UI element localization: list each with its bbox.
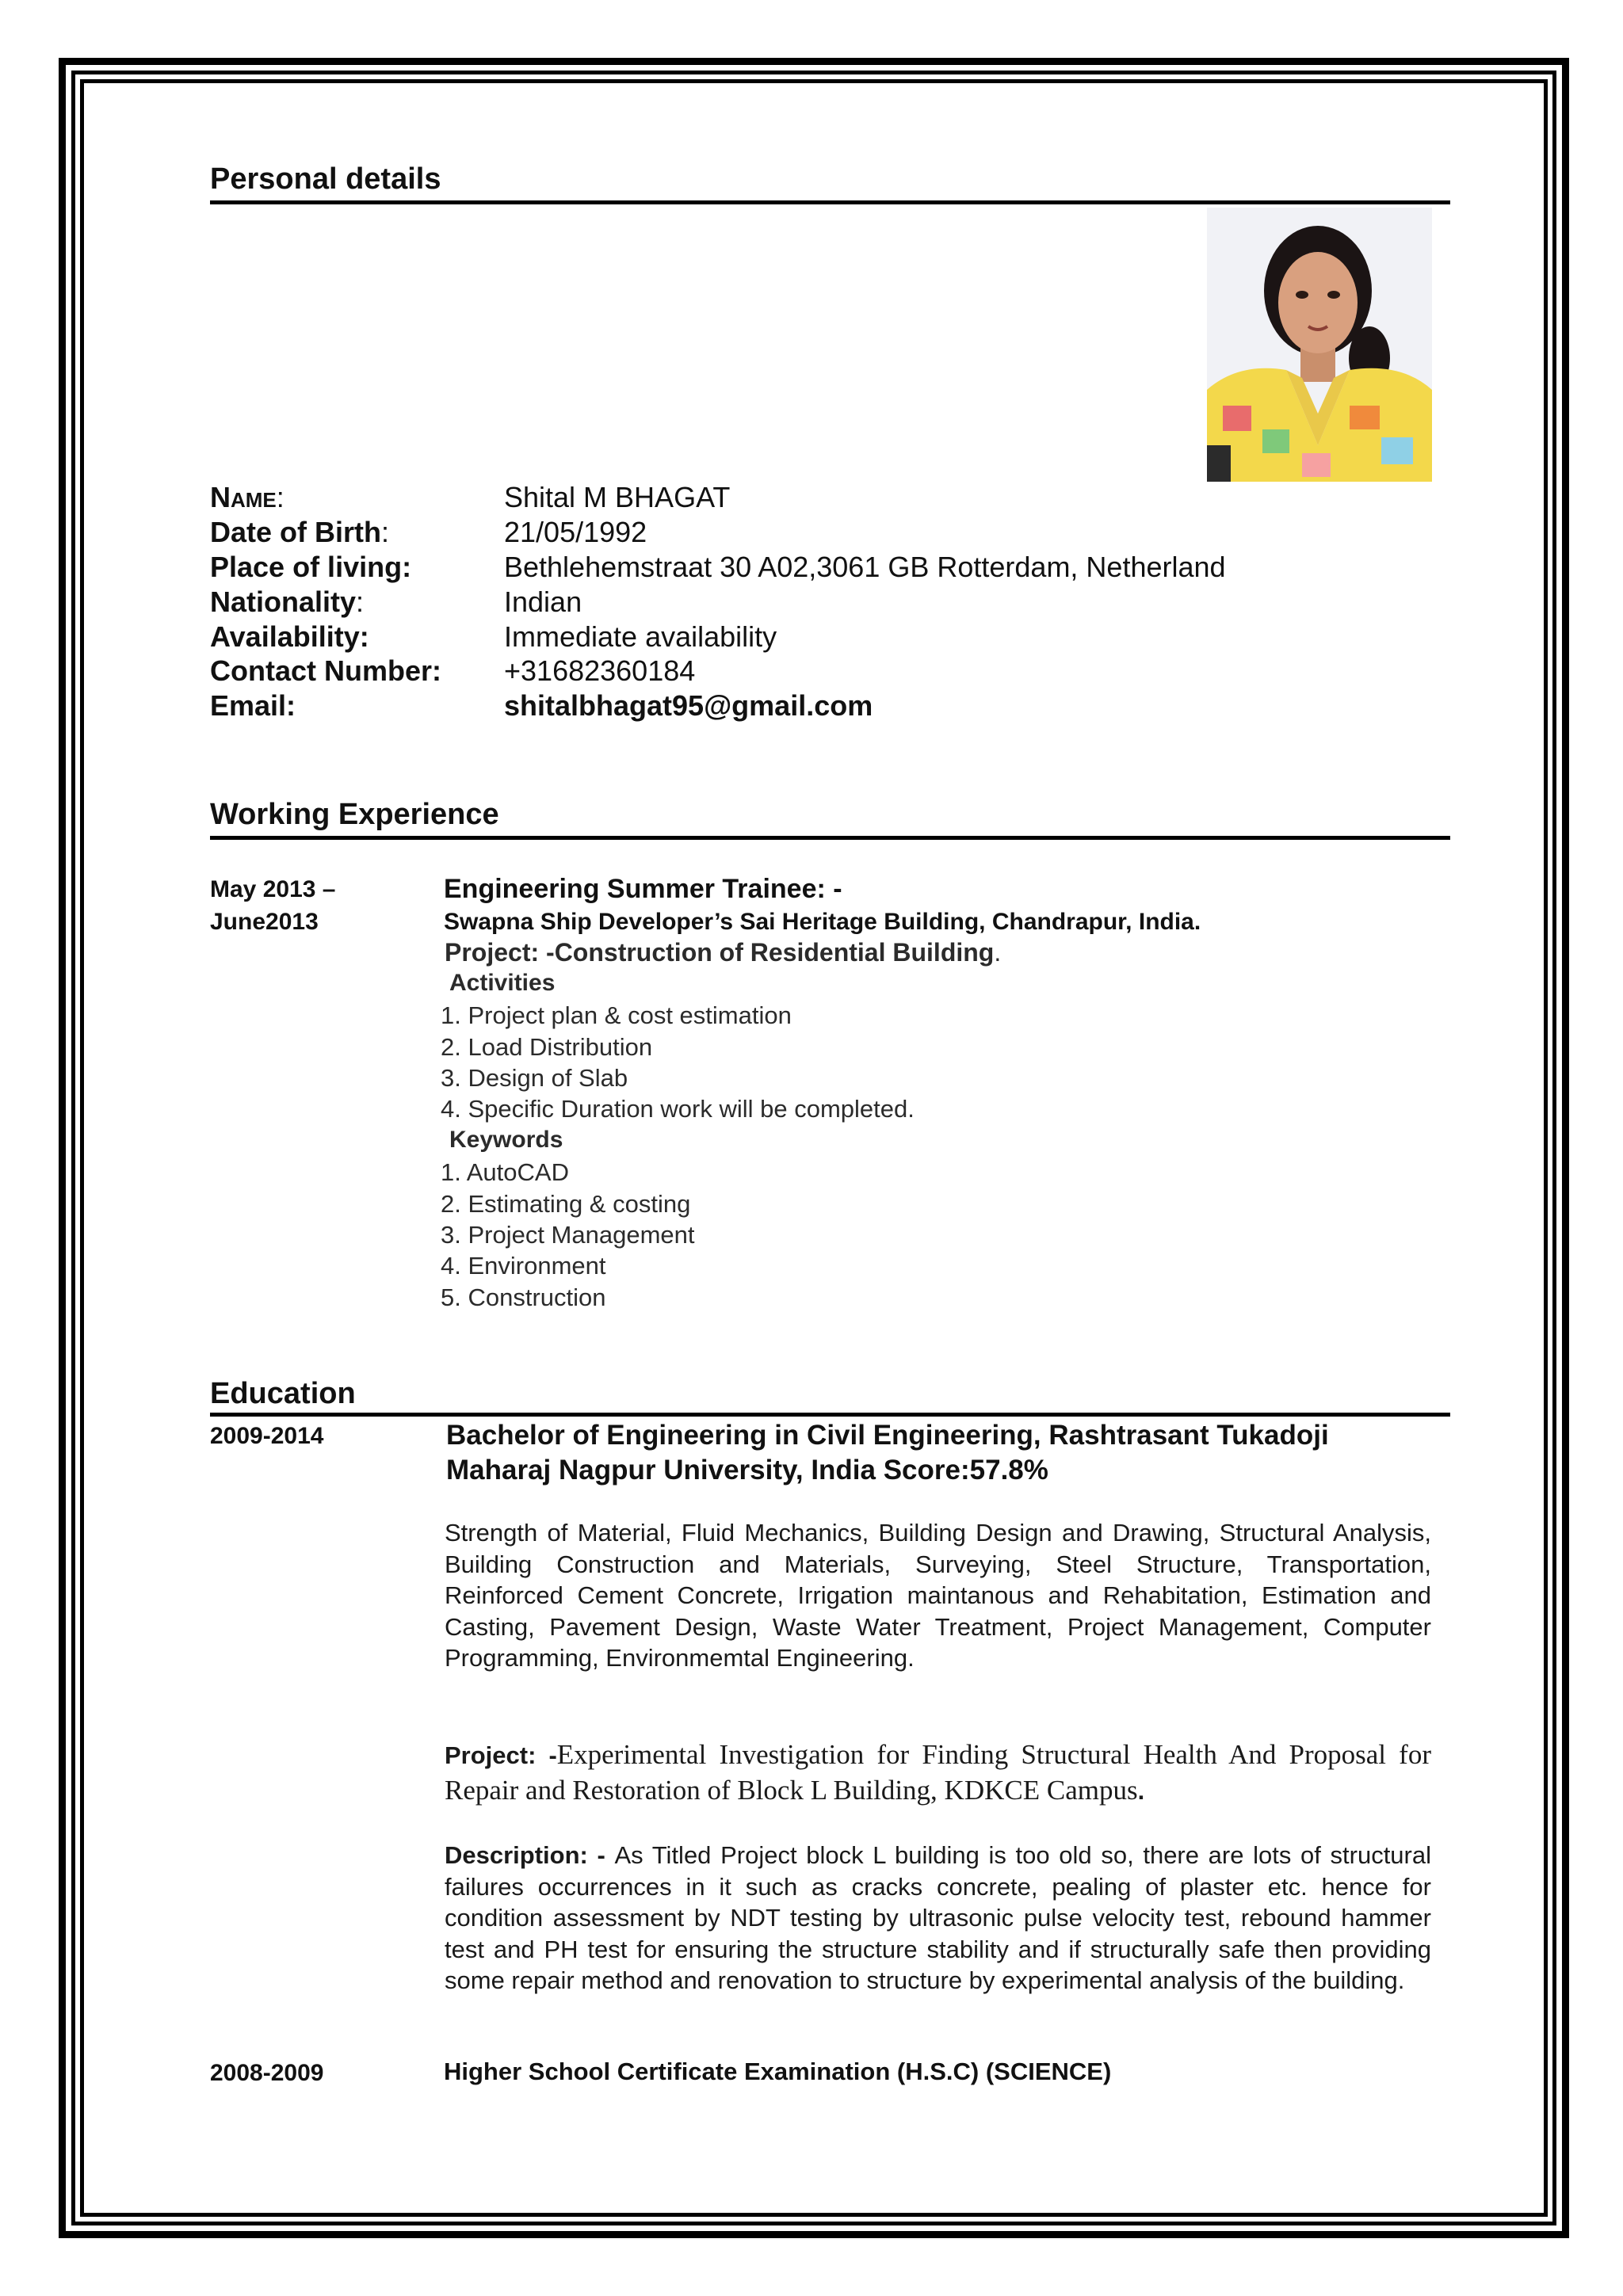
keyword-item: 5. Construction (441, 1283, 606, 1311)
experience-role: Engineering Summer Trainee: - (444, 874, 842, 904)
nationality-value: Indian (504, 585, 582, 618)
keyword-item: 4. Environment (441, 1252, 606, 1280)
experience-date-end: June2013 (210, 909, 319, 935)
email-label: Email: (210, 689, 296, 722)
experience-company: Swapna Ship Developer’s Sai Heritage Building, Chandrapur, India. (444, 909, 1201, 935)
dob-label: Date of Birth: (210, 516, 390, 548)
education-description: Description: - As Titled Project block L building is too old so, there are lots of structural failures occurrences in it such as cracks concrete, pealing of plaster etc. hence for condition assessment by NDT testing by ultrasonic pulse velocity test, rebound hammer test and PH test for ensuring the structure stability and if structurally safe then providing some repair method and renovation to structure by experimental analysis of the building. (445, 1841, 1431, 1995)
activity-item: 1. Project plan & cost estimation (441, 1001, 792, 1029)
section-rule-education (210, 1413, 1450, 1417)
contact-value: +31682360184 (504, 654, 696, 687)
education-degree: Bachelor of Engineering in Civil Engineering, Rashtrasant Tukadoji Maharaj Nagpur University, India Score:57.8% (446, 1420, 1329, 1486)
section-title-personal: Personal details (210, 162, 441, 196)
name-label: NAME: (210, 481, 285, 513)
activity-item: 3. Design of Slab (441, 1064, 628, 1092)
activity-item: 2. Load Distribution (441, 1033, 653, 1061)
nationality-label: Nationality: (210, 585, 365, 618)
education-degree: Higher School Certificate Examination (H.S.C) (SCIENCE) (444, 2058, 1112, 2085)
experience-date-start: May 2013 – (210, 876, 336, 902)
place-label: Place of living: (210, 551, 412, 583)
section-rule-personal (210, 200, 1450, 204)
keyword-item: 2. Estimating & costing (441, 1190, 691, 1218)
place-value: Bethlehemstraat 30 A02,3061 GB Rotterdam, Netherland (504, 551, 1226, 583)
education-project: Project: -Experimental Investigation for Finding Structural Health And Proposal for Repair and Restoration of Block L Building, KDKCE Campus. (445, 1739, 1431, 1806)
experience-project: Project: -Construction of Residential Building. (445, 938, 1002, 967)
portrait-illustration (1207, 208, 1432, 482)
name-value: Shital M BHAGAT (504, 481, 731, 513)
education-years: 2009-2014 (210, 1423, 324, 1449)
education-subjects: Strength of Material, Fluid Mechanics, Building Design and Drawing, Structural Analysis, Building Construction and Materials, Surveying, Steel Structure, Transportation, Reinforced Cement Concrete, Irrigation maintanous and Rehabitation, Estimation and Casting, Pavement Design, Waste Water Treatment, Project Management, Computer Programming, Environmemtal Engineering. (445, 1519, 1431, 1672)
keywords-title: Keywords (449, 1127, 563, 1153)
section-title-experience: Working Experience (210, 798, 499, 831)
keyword-item: 1. AutoCAD (441, 1158, 569, 1186)
availability-value: Immediate availability (504, 620, 777, 653)
section-rule-experience (210, 836, 1450, 840)
contact-label: Contact Number: (210, 654, 442, 687)
activities-title: Activities (449, 970, 556, 996)
section-title-education: Education (210, 1377, 356, 1410)
profile-photo (1207, 208, 1432, 482)
dob-value: 21/05/1992 (504, 516, 647, 548)
activity-item: 4. Specific Duration work will be completed. (441, 1095, 915, 1123)
keyword-item: 3. Project Management (441, 1221, 695, 1249)
email-value: shitalbhagat95@gmail.com (504, 689, 873, 722)
availability-label: Availability: (210, 620, 369, 653)
education-years: 2008-2009 (210, 2060, 324, 2086)
